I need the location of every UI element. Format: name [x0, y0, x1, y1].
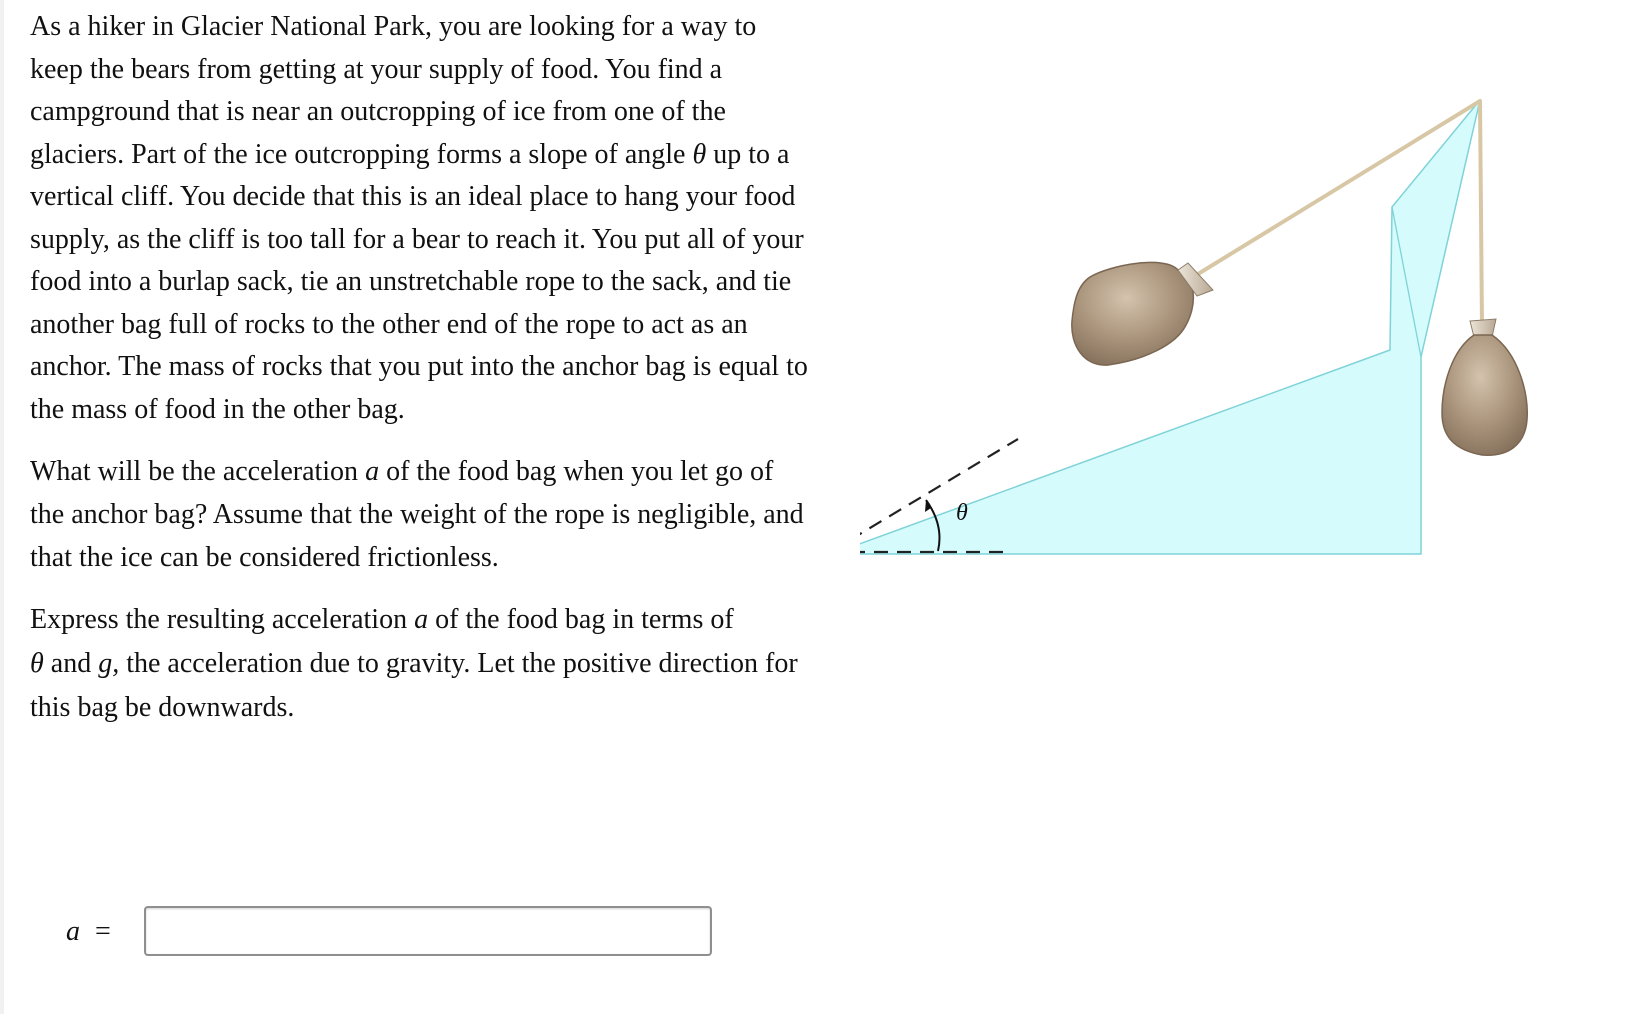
intro-rest-text: up to a vertical cliff. You decide that this is an ideal place to hang your food supply, as the cliff is too tall for a bear to reach it. You put all of your food into a burlap sack, tie an unstretchable rope to the sack, and tie another bag full of rocks to the other end of the rope to act as an anchor. The mass of rocks that you put into the anchor bag is equal to the mass of food in the other bag. — [30, 138, 808, 425]
problem-instruction-paragraph — [30, 598, 810, 730]
angle-label: θ — [956, 500, 968, 526]
answer-symbol: a — [66, 916, 80, 947]
theta-symbol: θ — [692, 138, 707, 170]
theta-symbol: θ — [30, 648, 44, 679]
problem-question-paragraph — [30, 450, 810, 579]
gravity-symbol: g, — [98, 648, 120, 679]
express-text-a: Express the resulting acceleration — [30, 604, 408, 635]
acceleration-symbol: a — [414, 604, 429, 635]
question-text-a: What will be the acceleration — [30, 456, 359, 487]
answer-equals: = — [95, 916, 111, 947]
express-text-b: of the food bag in terms of — [435, 604, 734, 635]
ice-slope-figure — [860, 95, 1610, 605]
intro-text: As a hiker in Glacier National Park, you are looking for a way to keep the bears from getting at your supply of food. You find a campground that is near an outcropping of ice from one of the glaciers. Part of the ice outcropping forms a slope of angle — [30, 11, 757, 170]
food-bag-body — [1072, 262, 1194, 365]
anchor-bag — [1442, 319, 1527, 455]
problem-intro-paragraph — [30, 6, 810, 431]
express-text-c: and — [50, 648, 92, 679]
acceleration-symbol: a — [365, 456, 380, 487]
page-left-edge — [0, 0, 4, 1014]
answer-label — [66, 916, 111, 948]
food-bag — [1072, 262, 1213, 365]
answer-row — [60, 906, 760, 962]
question-text-b: of the food bag when you let go of the anchor bag? Assume that the weight of the rope is negligible, and that the ice can be considered frictionless. — [30, 456, 804, 573]
acceleration-answer-input[interactable] — [144, 906, 712, 956]
express-text-d: the acceleration due to gravity. Let the positive direction for this bag be downwards. — [30, 648, 798, 723]
anchor-bag-body — [1442, 335, 1527, 455]
problem-statement — [30, 6, 810, 749]
